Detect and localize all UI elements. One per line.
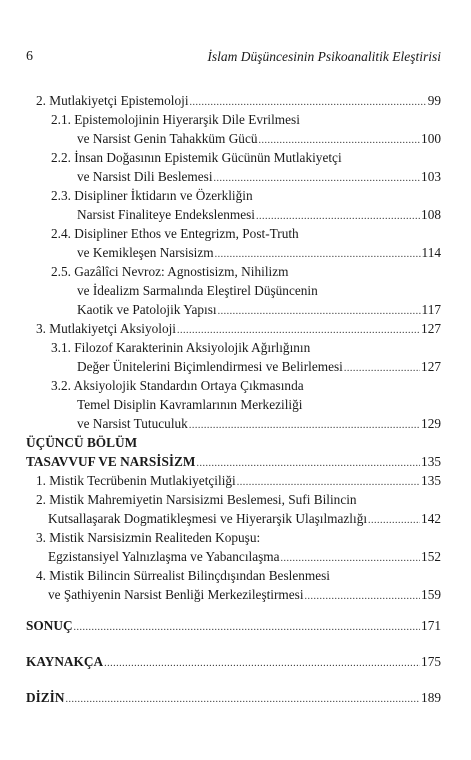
toc-entry-section-3[interactable] [36, 320, 441, 338]
dot-leader [214, 170, 421, 188]
toc-entry-title: 3. Mutlakiyetçi Aksiyoloji [36, 321, 176, 336]
toc-entry-title: ve Şathiyenin Narsist Benliği Merkezileştirmesi [48, 587, 304, 602]
toc-entry-title: ve Narsist Dili Beslemesi [77, 169, 213, 184]
toc-entry-title: SONUÇ [26, 618, 73, 633]
dot-leader [256, 208, 420, 226]
toc-entry-2-1-line1[interactable]: 2.1. Epistemolojinin Hiyerarşik Dile Evrilmesi [51, 112, 300, 127]
toc-page-number: 142 [421, 511, 441, 526]
toc-entry-2-4[interactable] [77, 244, 441, 262]
dot-leader [281, 550, 421, 568]
toc-page-number: 171 [421, 618, 441, 633]
toc-entry-2-3[interactable] [77, 206, 441, 224]
dot-leader [189, 417, 420, 435]
toc-entry-title: Kutsallaşarak Dogmatikleşmesi ve Hiyerarşik Ulaşılmazlığı [48, 511, 368, 526]
toc-page-number: 100 [421, 131, 441, 146]
toc-entry-title: ve Narsist Genin Tahakküm Gücü [77, 131, 258, 146]
toc-entry-2-2-line1[interactable]: 2.2. İnsan Doğasının Epistemik Gücünün Mutlakiyetçi [51, 150, 342, 165]
toc-entry-2-2[interactable] [77, 168, 441, 186]
toc-entry-p3-1[interactable] [36, 472, 441, 490]
dot-leader [177, 322, 420, 340]
dot-leader [305, 588, 421, 606]
toc-page-number: 108 [421, 207, 441, 222]
dot-leader [218, 303, 421, 321]
toc-entry-3-1-line1[interactable]: 3.1. Filozof Karakterinin Aksiyolojik Ağırlığının [51, 340, 311, 355]
toc-entry-title: Kaotik ve Patolojik Yapısı [77, 302, 217, 317]
toc-entry-index[interactable] [26, 689, 441, 707]
toc-entry-2-1[interactable] [77, 130, 441, 148]
toc-page-number: 103 [421, 169, 441, 184]
toc-page-number: 135 [421, 454, 441, 469]
dot-leader [344, 360, 420, 378]
toc-page-number: 117 [421, 302, 441, 317]
dot-leader [237, 474, 420, 492]
toc-entry-p3-3[interactable] [48, 548, 441, 566]
toc-entry-conclusion[interactable] [26, 617, 441, 635]
toc-page-number: 129 [421, 416, 441, 431]
toc-entry-p3-2[interactable] [48, 510, 441, 528]
toc-entry-bibliography[interactable] [26, 653, 441, 671]
toc-entry-part-3[interactable] [26, 453, 441, 471]
toc-page-number: 152 [421, 549, 441, 564]
toc-entry-title: ve Narsist Tutuculuk [77, 416, 188, 431]
page-number: 6 [26, 49, 33, 64]
dot-leader [104, 655, 420, 673]
toc-entry-2-3-line1[interactable]: 2.3. Disipliner İktidarın ve Özerkliğin [51, 188, 253, 203]
page-header [0, 49, 471, 69]
toc-page-number: 99 [427, 93, 441, 108]
toc-entry-title: 2. Mutlakiyetçi Epistemoloji [36, 93, 189, 108]
toc-entry-2-5-line1[interactable]: 2.5. Gazâlîci Nevroz: Agnostisizm, Nihilizm [51, 264, 289, 279]
toc-page-number: 189 [421, 690, 441, 705]
dot-leader [368, 512, 420, 530]
toc-entry-3-2[interactable] [77, 415, 441, 433]
toc-entry-p3-4[interactable] [48, 586, 441, 604]
toc-page-number: 135 [421, 473, 441, 488]
dot-leader [190, 94, 427, 112]
toc-entry-2-5[interactable] [77, 301, 441, 319]
toc-entry-title: 1. Mistik Tecrübenin Mutlakiyetçiliği [36, 473, 236, 488]
toc-entry-2-5-line2[interactable]: ve İdealizm Sarmalında Eleştirel Düşüncenin [77, 283, 318, 298]
toc-entry-title: KAYNAKÇA [26, 654, 104, 669]
dot-leader [215, 246, 421, 264]
toc-page-number: 127 [421, 321, 441, 336]
toc-page-number: 127 [421, 359, 441, 374]
toc-entry-title: TASAVVUF VE NARSİSİZM [26, 454, 196, 469]
running-title: İslam Düşüncesinin Psikoanalitik Eleştirisi [207, 49, 441, 64]
toc-entry-section-2[interactable] [36, 92, 441, 110]
dot-leader [259, 132, 421, 150]
toc-entry-title: Değer Ünitelerini Biçimlendirmesi ve Belirlemesi [77, 359, 343, 374]
toc-page-number: 175 [421, 654, 441, 669]
dot-leader [196, 455, 420, 473]
part-label: ÜÇÜNCÜ BÖLÜM [26, 435, 138, 450]
toc-entry-3-2-line1[interactable]: 3.2. Aksiyolojik Standardın Ortaya Çıkmasında [51, 378, 304, 393]
toc-entry-title: ve Kemikleşen Narsisizm [77, 245, 214, 260]
toc-entry-p3-2-line1[interactable]: 2. Mistik Mahremiyetin Narsisizmi Beslemesi, Sufi Bilincin [36, 492, 357, 507]
toc-entry-p3-3-line1[interactable]: 3. Mistik Narsisizmin Realiteden Kopuşu: [36, 530, 261, 545]
toc-entry-title: Narsist Finaliteye Endekslenmesi [77, 207, 255, 222]
toc-entry-title: DİZİN [26, 690, 65, 705]
toc-entry-title: Egzistansiyel Yalnızlaşma ve Yabancılaşma [48, 549, 280, 564]
toc-entry-p3-4-line1[interactable]: 4. Mistik Bilincin Sürrealist Bilinçdışından Beslenmesi [36, 568, 330, 583]
toc-page-number: 114 [421, 245, 441, 260]
toc-entry-2-4-line1[interactable]: 2.4. Disipliner Ethos ve Entegrizm, Post-Truth [51, 226, 299, 241]
toc-entry-3-1[interactable] [77, 358, 441, 376]
toc-entry-3-2-line2[interactable]: Temel Disiplin Kavramlarının Merkeziliği [77, 397, 303, 412]
dot-leader [74, 619, 421, 637]
dot-leader [65, 691, 420, 709]
toc-page-number: 159 [421, 587, 441, 602]
